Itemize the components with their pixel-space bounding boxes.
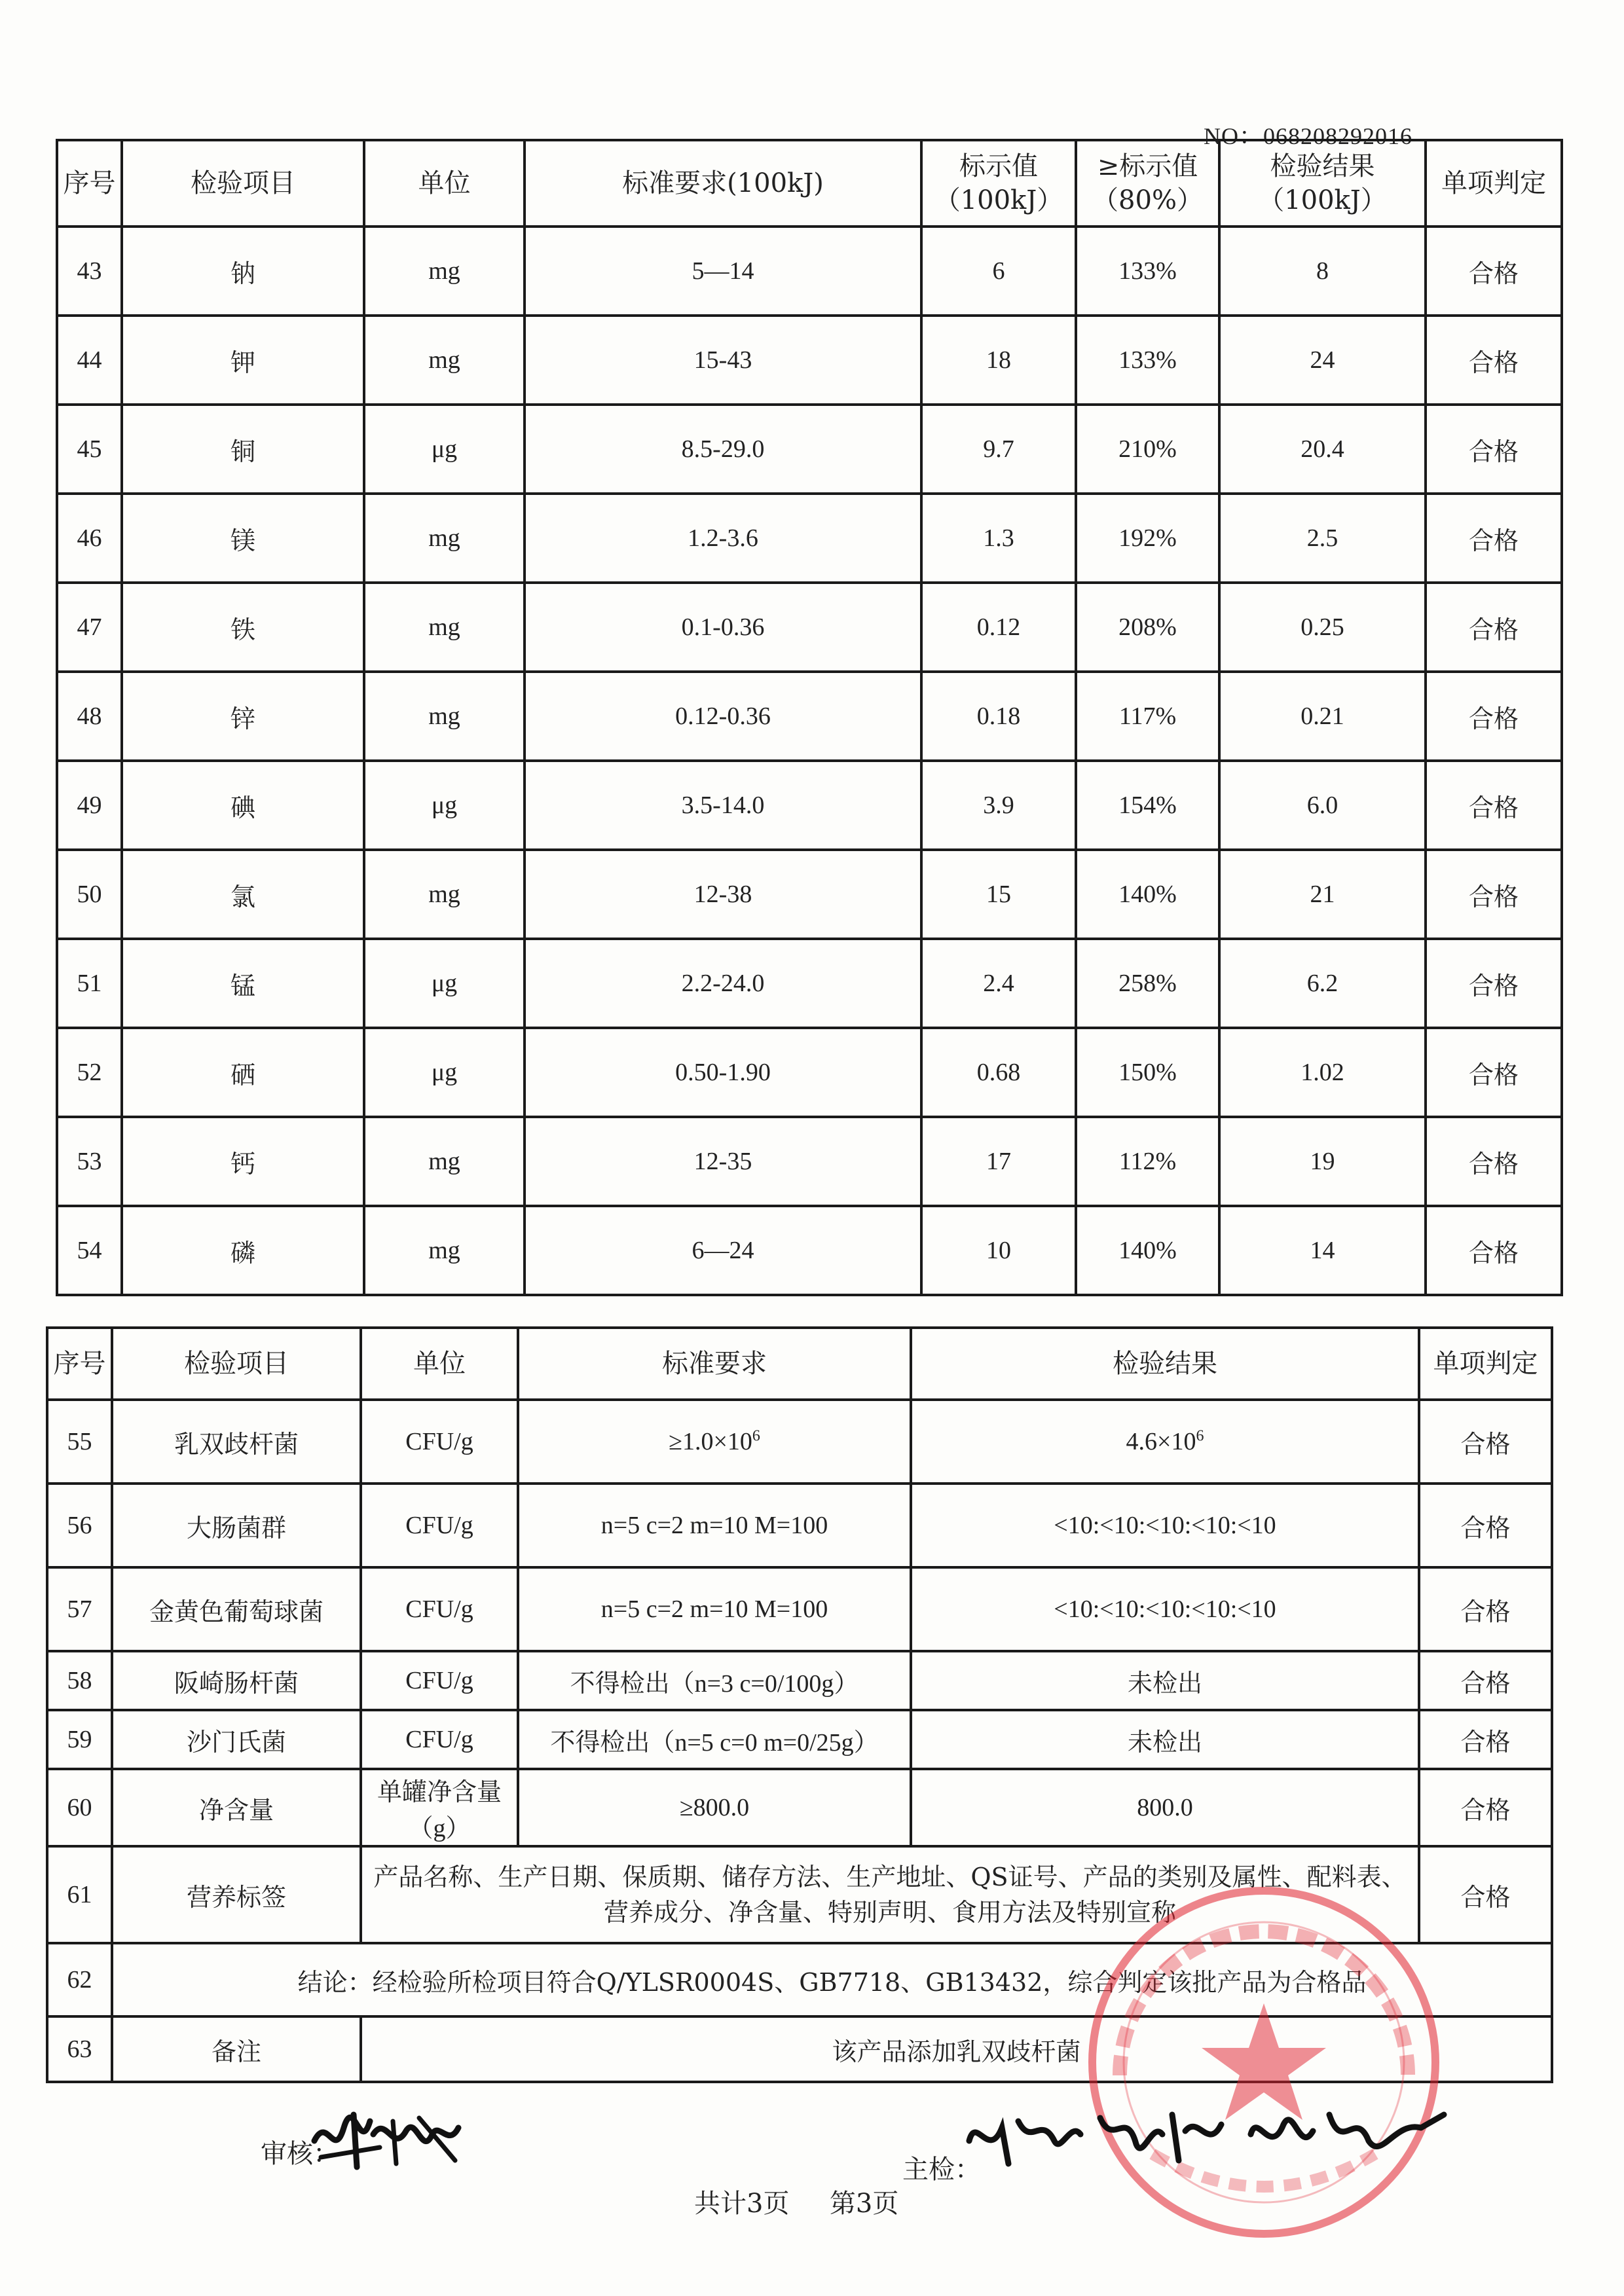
row-item: 营养标签 [112, 1846, 361, 1943]
cell-standard: n=5 c=2 m=10 M=100 [518, 1567, 911, 1651]
cell-unit: mg [364, 850, 525, 939]
cell-label-value: 10 [921, 1206, 1076, 1295]
header-result: 检验结果 [911, 1328, 1419, 1400]
cell-verdict: 合格 [1426, 850, 1562, 939]
cell-verdict: 合格 [1426, 672, 1562, 761]
cell-item: 钠 [122, 227, 364, 316]
cell-unit: CFU/g [361, 1651, 518, 1710]
cell-unit: μg [364, 761, 525, 850]
table-row [57, 494, 1562, 583]
cell-standard: 不得检出（n=3 c=0/100g） [518, 1651, 911, 1710]
cell-unit: μg [364, 1028, 525, 1117]
cell-verdict: 合格 [1426, 405, 1562, 494]
cell-pct: 192% [1076, 494, 1219, 583]
current-page: 第3页 [829, 2189, 899, 2219]
cell-standard: 12-38 [525, 850, 921, 939]
cell-item: 锰 [122, 939, 364, 1028]
cell-verdict: 合格 [1419, 1769, 1552, 1846]
cell-unit: μg [364, 939, 525, 1028]
cell-seq: 59 [47, 1710, 112, 1769]
table-row [47, 1567, 1552, 1651]
cell-unit: mg [364, 1206, 525, 1295]
cell-label-value: 15 [921, 850, 1076, 939]
cell-unit: mg [364, 316, 525, 405]
cell-result: 8 [1219, 227, 1426, 316]
cell-result: 0.21 [1219, 672, 1426, 761]
cell-verdict: 合格 [1419, 1484, 1552, 1567]
cell-result: 14 [1219, 1206, 1426, 1295]
cell-result: <10:<10:<10:<10:<10 [911, 1567, 1419, 1651]
table-row [57, 761, 1562, 850]
cell-seq: 52 [57, 1028, 122, 1117]
header-percent: ≥标示值（80%） [1076, 140, 1219, 227]
header-seq: 序号 [57, 140, 122, 227]
cell-unit: mg [364, 1117, 525, 1206]
cell-item: 铜 [122, 405, 364, 494]
table-row [57, 1117, 1562, 1206]
cell-result: 未检出 [911, 1651, 1419, 1710]
cell-verdict: 合格 [1426, 227, 1562, 316]
cell-seq: 45 [57, 405, 122, 494]
cell-label-value: 2.4 [921, 939, 1076, 1028]
cell-label-value: 9.7 [921, 405, 1076, 494]
result-base: 4.6×10 [1126, 1428, 1196, 1455]
cell-item: 铁 [122, 583, 364, 672]
cell-seq: 57 [47, 1567, 112, 1651]
table-row [47, 1710, 1552, 1769]
cell-standard: 1.2-3.6 [525, 494, 921, 583]
cell-seq: 54 [57, 1206, 122, 1295]
cell-item: 磷 [122, 1206, 364, 1295]
cell-seq: 43 [57, 227, 122, 316]
cell-standard [518, 1400, 911, 1484]
header-standard: 标准要求(100kJ) [525, 140, 921, 227]
table-row [47, 1484, 1552, 1567]
cell-result: 800.0 [911, 1769, 1419, 1846]
cell-pct: 117% [1076, 672, 1219, 761]
reviewer-signature-icon [308, 2102, 465, 2174]
header-label-value: 标示值（100kJ） [921, 140, 1076, 227]
cell-item: 乳双歧杆菌 [112, 1400, 361, 1484]
cell-unit: mg [364, 227, 525, 316]
table-row [57, 1206, 1562, 1295]
remark-text: 该产品添加乳双歧杆菌 [361, 2016, 1552, 2082]
table-row [57, 1028, 1562, 1117]
cell-pct: 154% [1076, 761, 1219, 850]
official-seal-icon [1080, 1879, 1447, 2246]
remark-label: 备注 [112, 2016, 361, 2082]
cell-item: 阪崎肠杆菌 [112, 1651, 361, 1710]
cell-standard: 不得检出（n=5 c=0 m=0/25g） [518, 1710, 911, 1769]
cell-verdict: 合格 [1426, 1117, 1562, 1206]
cell-seq: 49 [57, 761, 122, 850]
microbe-table-header [47, 1328, 1552, 1400]
reviewer-label: 审核： [261, 2139, 339, 2169]
cell-result: 20.4 [1219, 405, 1426, 494]
cell-standard: n=5 c=2 m=10 M=100 [518, 1484, 911, 1567]
cell-result: 2.5 [1219, 494, 1426, 583]
table-row [47, 1769, 1552, 1846]
cell-unit: mg [364, 583, 525, 672]
inspector-signatures-icon [963, 2095, 1447, 2174]
cell-item: 钾 [122, 316, 364, 405]
header-unit: 单位 [361, 1328, 518, 1400]
header-verdict: 单项判定 [1419, 1328, 1552, 1400]
cell-standard: ≥800.0 [518, 1769, 911, 1846]
cell-result: 未检出 [911, 1710, 1419, 1769]
cell-result: 21 [1219, 850, 1426, 939]
cell-seq: 46 [57, 494, 122, 583]
cell-verdict: 合格 [1419, 1567, 1552, 1651]
cell-item: 净含量 [112, 1769, 361, 1846]
table-row [57, 583, 1562, 672]
cell-verdict: 合格 [1419, 1710, 1552, 1769]
nutrient-table [56, 139, 1563, 1296]
cell-item: 氯 [122, 850, 364, 939]
cell-label-value: 0.12 [921, 583, 1076, 672]
cell-pct: 112% [1076, 1117, 1219, 1206]
cell-unit: CFU/g [361, 1567, 518, 1651]
label-requirements: 产品名称、生产日期、保质期、储存方法、生产地址、QS证号、产品的类别及属性、配料表、营养成分、净含量、特别声明、食用方法及特别宣称 [361, 1846, 1419, 1943]
cell-item: 硒 [122, 1028, 364, 1117]
cell-standard: 6—24 [525, 1206, 921, 1295]
header-seq: 序号 [47, 1328, 112, 1400]
table-row [57, 672, 1562, 761]
table-row [57, 850, 1562, 939]
cell-unit: μg [364, 405, 525, 494]
cell-pct: 258% [1076, 939, 1219, 1028]
cell-unit: CFU/g [361, 1710, 518, 1769]
cell-unit: mg [364, 494, 525, 583]
header-unit: 单位 [364, 140, 525, 227]
cell-label-value: 18 [921, 316, 1076, 405]
cell-result: 1.02 [1219, 1028, 1426, 1117]
row-seq: 63 [47, 2016, 112, 2082]
cell-result: 0.25 [1219, 583, 1426, 672]
cell-unit: mg [364, 672, 525, 761]
cell-item: 金黄色葡萄球菌 [112, 1567, 361, 1651]
cell-verdict: 合格 [1426, 1028, 1562, 1117]
cell-label-value: 17 [921, 1117, 1076, 1206]
cell-result: <10:<10:<10:<10:<10 [911, 1484, 1419, 1567]
report-number: NO：068208292016 [1204, 123, 1412, 149]
cell-verdict: 合格 [1419, 1651, 1552, 1710]
header-item: 检验项目 [122, 140, 364, 227]
cell-seq: 50 [57, 850, 122, 939]
cell-seq: 47 [57, 583, 122, 672]
cell-unit: CFU/g [361, 1400, 518, 1484]
nutrient-table-header [57, 140, 1562, 227]
cell-unit: 单罐净含量（g） [361, 1769, 518, 1846]
table-row [47, 1400, 1552, 1484]
cell-standard: 15-43 [525, 316, 921, 405]
cell-standard: 5—14 [525, 227, 921, 316]
cell-item: 镁 [122, 494, 364, 583]
cell-standard: 0.50-1.90 [525, 1028, 921, 1117]
cell-standard: 3.5-14.0 [525, 761, 921, 850]
header-result: 检验结果（100kJ） [1219, 140, 1426, 227]
cell-pct: 208% [1076, 583, 1219, 672]
header-item: 检验项目 [112, 1328, 361, 1400]
table-row [47, 1651, 1552, 1710]
cell-pct: 133% [1076, 316, 1219, 405]
header-standard: 标准要求 [518, 1328, 911, 1400]
table-row [57, 227, 1562, 316]
cell-result: 6.2 [1219, 939, 1426, 1028]
cell-label-value: 0.68 [921, 1028, 1076, 1117]
cell-standard: 0.12-0.36 [525, 672, 921, 761]
cell-pct: 210% [1076, 405, 1219, 494]
cell-verdict: 合格 [1426, 1206, 1562, 1295]
conclusion-text: 结论：经检验所检项目符合Q/YLSR0004S、GB7718、GB13432，综合判定该批产品为合格品 [112, 1943, 1552, 2016]
cell-label-value: 3.9 [921, 761, 1076, 850]
cell-seq: 51 [57, 939, 122, 1028]
standard-exponent: 6 [752, 1427, 760, 1445]
cell-seq: 56 [47, 1484, 112, 1567]
table-row [57, 316, 1562, 405]
cell-verdict: 合格 [1426, 494, 1562, 583]
standard-base: ≥1.0×10 [669, 1428, 752, 1455]
page-footer [694, 2183, 898, 2220]
cell-seq: 53 [57, 1117, 122, 1206]
cell-pct: 140% [1076, 850, 1219, 939]
cell-label-value: 1.3 [921, 494, 1076, 583]
cell-item: 钙 [122, 1117, 364, 1206]
cell-verdict: 合格 [1426, 761, 1562, 850]
cell-standard: 2.2-24.0 [525, 939, 921, 1028]
cell-item: 大肠菌群 [112, 1484, 361, 1567]
cell-result: 19 [1219, 1117, 1426, 1206]
table-row [57, 405, 1562, 494]
cell-verdict: 合格 [1419, 1400, 1552, 1484]
cell-unit: CFU/g [361, 1484, 518, 1567]
cell-item: 锌 [122, 672, 364, 761]
cell-item: 碘 [122, 761, 364, 850]
row-seq: 62 [47, 1943, 112, 2016]
cell-seq: 55 [47, 1400, 112, 1484]
cell-standard: 0.1-0.36 [525, 583, 921, 672]
cell-seq: 60 [47, 1769, 112, 1846]
total-pages: 共计3页 [694, 2189, 790, 2219]
cell-seq: 44 [57, 316, 122, 405]
cell-item: 沙门氏菌 [112, 1710, 361, 1769]
cell-result: 24 [1219, 316, 1426, 405]
table-row [57, 939, 1562, 1028]
cell-label-value: 0.18 [921, 672, 1076, 761]
cell-seq: 48 [57, 672, 122, 761]
row-seq: 61 [47, 1846, 112, 1943]
cell-result: 6.0 [1219, 761, 1426, 850]
cell-verdict: 合格 [1426, 316, 1562, 405]
inspector-label: 主检： [902, 2155, 981, 2185]
cell-verdict: 合格 [1426, 939, 1562, 1028]
result-exponent: 6 [1196, 1427, 1204, 1445]
header-verdict: 单项判定 [1426, 140, 1562, 227]
cell-standard: 12-35 [525, 1117, 921, 1206]
cell-pct: 140% [1076, 1206, 1219, 1295]
row-verdict: 合格 [1419, 1846, 1552, 1943]
cell-pct: 133% [1076, 227, 1219, 316]
cell-verdict: 合格 [1426, 583, 1562, 672]
cell-label-value: 6 [921, 227, 1076, 316]
cell-standard: 8.5-29.0 [525, 405, 921, 494]
cell-pct: 150% [1076, 1028, 1219, 1117]
cell-seq: 58 [47, 1651, 112, 1710]
cell-result [911, 1400, 1419, 1484]
